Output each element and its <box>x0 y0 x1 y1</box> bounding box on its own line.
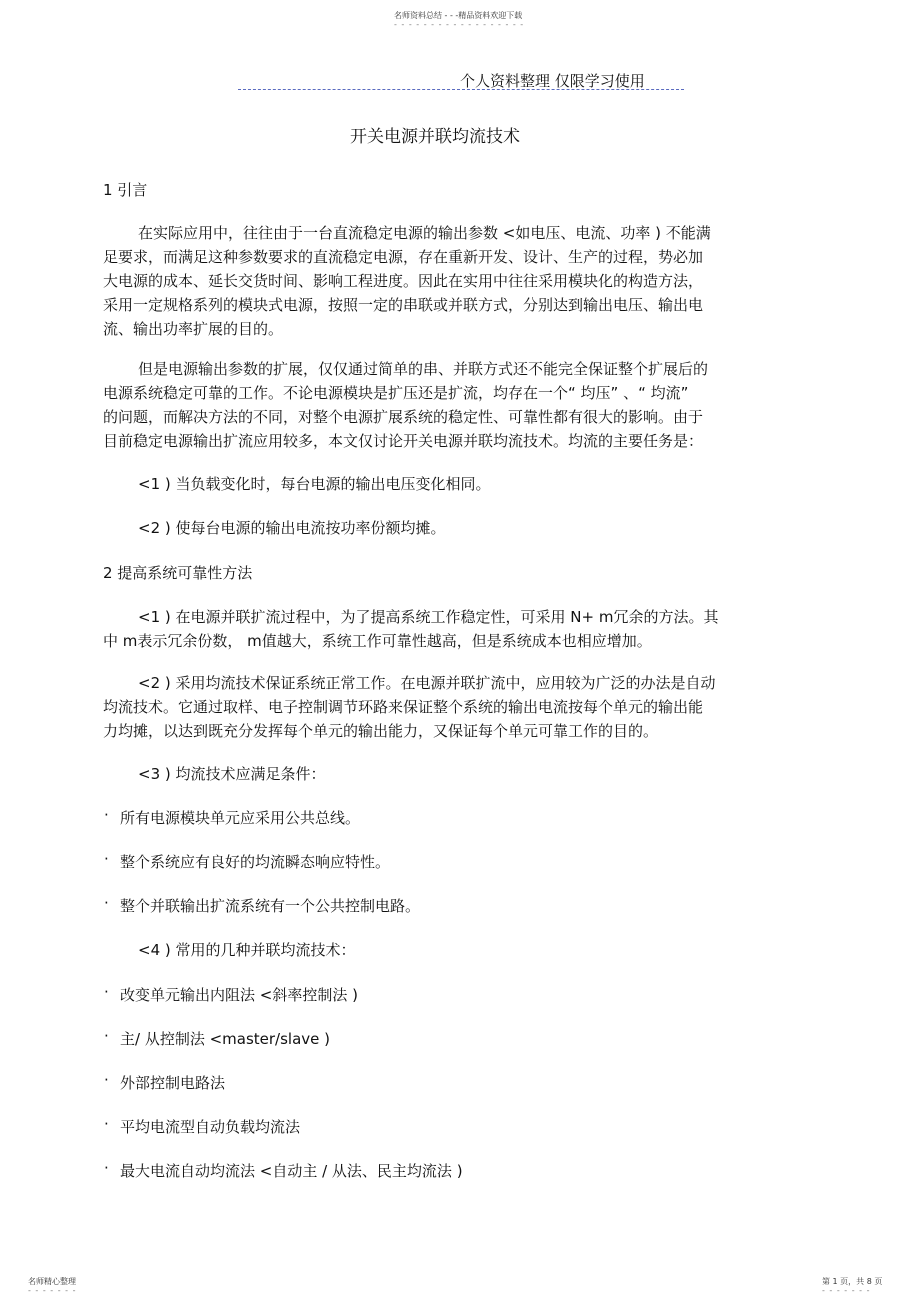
paragraph-line: 在实际应用中，往往由于一台直流稳定电源的输出参数 <如电压、电流、功率 ) 不能满 <box>138 224 711 242</box>
paragraph-line: 但是电源输出参数的扩展，仅仅通过简单的串、并联方式还不能完全保证整个扩展后的 <box>138 360 709 378</box>
footer-left: 名师精心整理 <box>28 1277 76 1286</box>
paragraph-line: 大电源的成本、延长交货时间、影响工程进度。因此在实用中往往采用模块化的构造方法， <box>103 272 704 290</box>
paragraph-line: <2 ) 采用均流技术保证系统正常工作。在电源并联扩流中，应用较为广泛的办法是自动 <box>138 674 716 692</box>
bullet-icon: · <box>104 850 109 868</box>
paragraph-line: <1 ) 在电源并联扩流过程中，为了提高系统工作稳定性，可采用 N+ m冗余的方法。其 <box>138 608 719 626</box>
condition-item: 整个系统应有良好的均流瞬态响应特性。 <box>120 853 391 871</box>
bullet-icon: · <box>104 894 109 912</box>
technique-item: 最大电流自动均流法 <自动主 / 从法、民主均流法 ) <box>120 1162 463 1180</box>
paragraph-line: 足要求，而满足这种参数要求的直流稳定电源，存在重新开发、设计、生产的过程，势必加 <box>103 248 704 266</box>
technique-item: 外部控制电路法 <box>120 1074 226 1092</box>
paragraph-line: 力均摊，以达到既充分发挥每个单元的输出能力，又保证每个单元可靠工作的目的。 <box>103 722 659 740</box>
bullet-icon: · <box>104 1159 109 1177</box>
paragraph-intro <box>103 221 803 341</box>
page-title: 开关电源并联均流技术 <box>350 127 520 147</box>
technique-item: 主/ 从控制法 <master/slave ) <box>120 1030 331 1048</box>
technique-item: 平均电流型自动负载均流法 <box>120 1118 301 1136</box>
top-banner-dots: - - - - - - - - - - - - - - - - - - <box>394 20 525 29</box>
footer-right-dots: - - - - - - - <box>822 1286 871 1295</box>
task-item-1: <1 ) 当负载变化时，每台电源的输出电压变化相同。 <box>138 475 491 493</box>
task-item-2: <2 ) 使每台电源的输出电流按功率份额均摊。 <box>138 519 446 537</box>
paragraph-line: 流、输出功率扩展的目的。 <box>103 320 284 338</box>
header-divider <box>238 89 684 90</box>
section-2-heading: 2 提高系统可靠性方法 <box>103 564 253 582</box>
section-1-heading: 1 引言 <box>103 181 148 199</box>
method-2 <box>103 671 803 743</box>
bullet-icon: · <box>104 983 109 1001</box>
page-number: 第 1 页，共 8 页 <box>822 1277 883 1286</box>
header-note: 个人资料整理 仅限学习使用 <box>460 72 645 90</box>
paragraph-line: 采用一定规格系列的模块式电源，按照一定的串联或并联方式，分别达到输出电压、输出电 <box>103 296 704 314</box>
paragraph-line: 中 m表示冗余份数， m值越大，系统工作可靠性越高，但是系统成本也相应增加。 <box>103 632 652 650</box>
bullet-icon: · <box>104 1027 109 1045</box>
paragraph-line: 的问题，而解决方法的不同，对整个电源扩展系统的稳定性、可靠性都有很大的影响。由于 <box>103 408 704 426</box>
method-4: <4 ) 常用的几种并联均流技术： <box>138 941 356 959</box>
condition-item: 整个并联输出扩流系统有一个公共控制电路。 <box>120 897 421 915</box>
paragraph-line: 均流技术。它通过取样、电子控制调节环路来保证整个系统的输出电流按每个单元的输出能 <box>103 698 704 716</box>
footer-left-dots: - - - - - - - <box>28 1286 77 1295</box>
top-banner: 名师资料总结 - - -精品资料欢迎下载 <box>394 11 523 20</box>
bullet-icon: · <box>104 806 109 824</box>
technique-item: 改变单元输出内阻法 <斜率控制法 ) <box>120 986 358 1004</box>
method-3: <3 ) 均流技术应满足条件： <box>138 765 326 783</box>
condition-item: 所有电源模块单元应采用公共总线。 <box>120 809 361 827</box>
bullet-icon: · <box>104 1071 109 1089</box>
paragraph-line: 目前稳定电源输出扩流应用较多，本文仅讨论开关电源并联均流技术。均流的主要任务是： <box>103 432 704 450</box>
method-1 <box>103 605 803 653</box>
paragraph-line: 电源系统稳定可靠的工作。不论电源模块是扩压还是扩流，均存在一个“ 均压” 、“ 均流” <box>103 384 689 402</box>
bullet-icon: · <box>104 1115 109 1133</box>
paragraph-extension <box>103 357 803 453</box>
